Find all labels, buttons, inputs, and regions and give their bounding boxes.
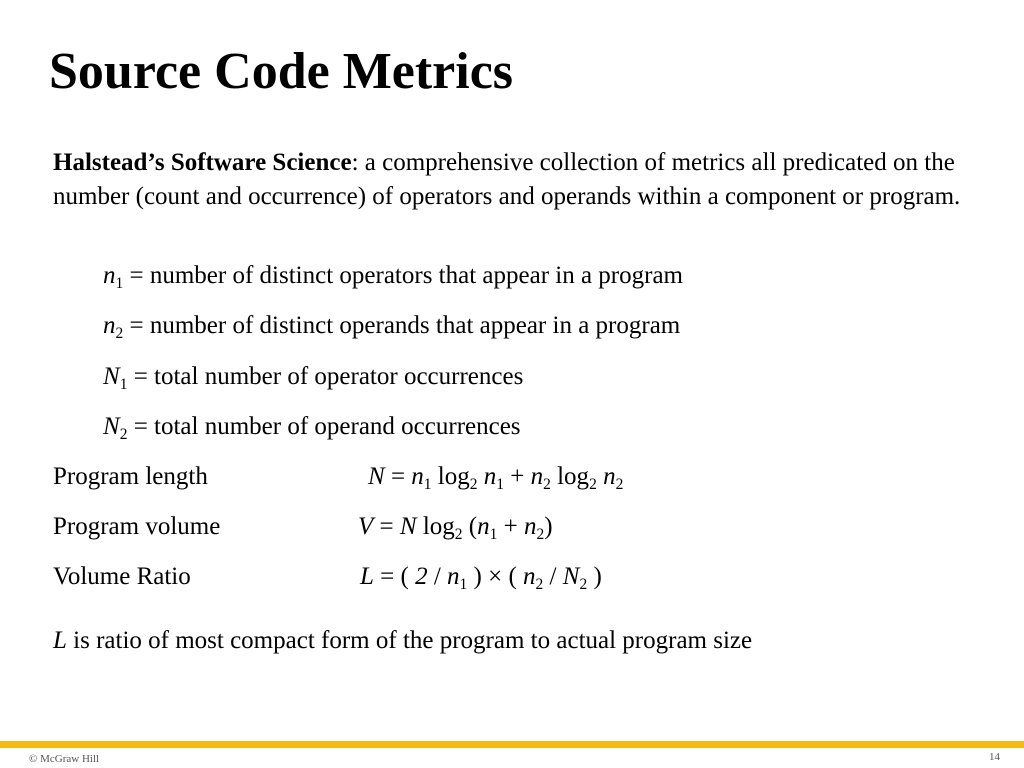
intro-term: Halstead’s Software Science: [53, 149, 352, 176]
formula-volume-ratio: L = ( $2 / n_1$ ) × ( $n_2 / N_2$ ): [360, 563, 602, 593]
note-symbol: L: [53, 627, 67, 654]
formula-program-length: $N = n_1$ $\log_2 n_1 + n_2$ $\log_2 n_2$: [368, 463, 624, 493]
formula-program-volume: V = N $\log_2 (n_1 + n_2)$: [358, 513, 553, 543]
definition-big-n1: [103, 361, 523, 393]
definition-subscript: 2: [115, 324, 124, 342]
definition-n1: [103, 260, 683, 292]
definition-text: = total number of operand occurrences: [127, 413, 521, 440]
copyright: © McGraw Hill: [29, 753, 100, 765]
definition-big-n2: [103, 411, 521, 443]
definition-symbol: N: [103, 413, 120, 440]
page-number: 14: [989, 751, 1000, 763]
definition-subscript: 2: [119, 425, 128, 443]
slide-title: Source Code Metrics: [49, 43, 514, 100]
volume-ratio-note: [53, 625, 752, 657]
definition-n2: [103, 310, 680, 342]
metric-label-volume-ratio: Volume Ratio: [53, 563, 191, 590]
note-text: is ratio of most compact form of the program to actual program size: [66, 627, 753, 654]
footer-accent-bar: [0, 741, 1024, 748]
definition-symbol: n: [103, 262, 116, 289]
definition-text: = number of distinct operands that appear in a program: [123, 312, 681, 339]
intro-paragraph: [53, 146, 973, 214]
definition-subscript: 1: [119, 375, 128, 393]
definition-text: = total number of operator occurrences: [127, 363, 524, 390]
definition-subscript: 1: [115, 274, 124, 292]
definition-text: = number of distinct operators that appear in a program: [123, 262, 684, 289]
definition-symbol: N: [103, 363, 120, 390]
intro-text: : a comprehensive collection of metrics all predicated on the number (count and occurrence) of operators and operands within a component or program.: [53, 149, 961, 210]
metric-label-program-volume: Program volume: [53, 513, 221, 540]
definition-symbol: n: [103, 312, 116, 339]
metric-label-program-length: Program length: [53, 463, 208, 490]
